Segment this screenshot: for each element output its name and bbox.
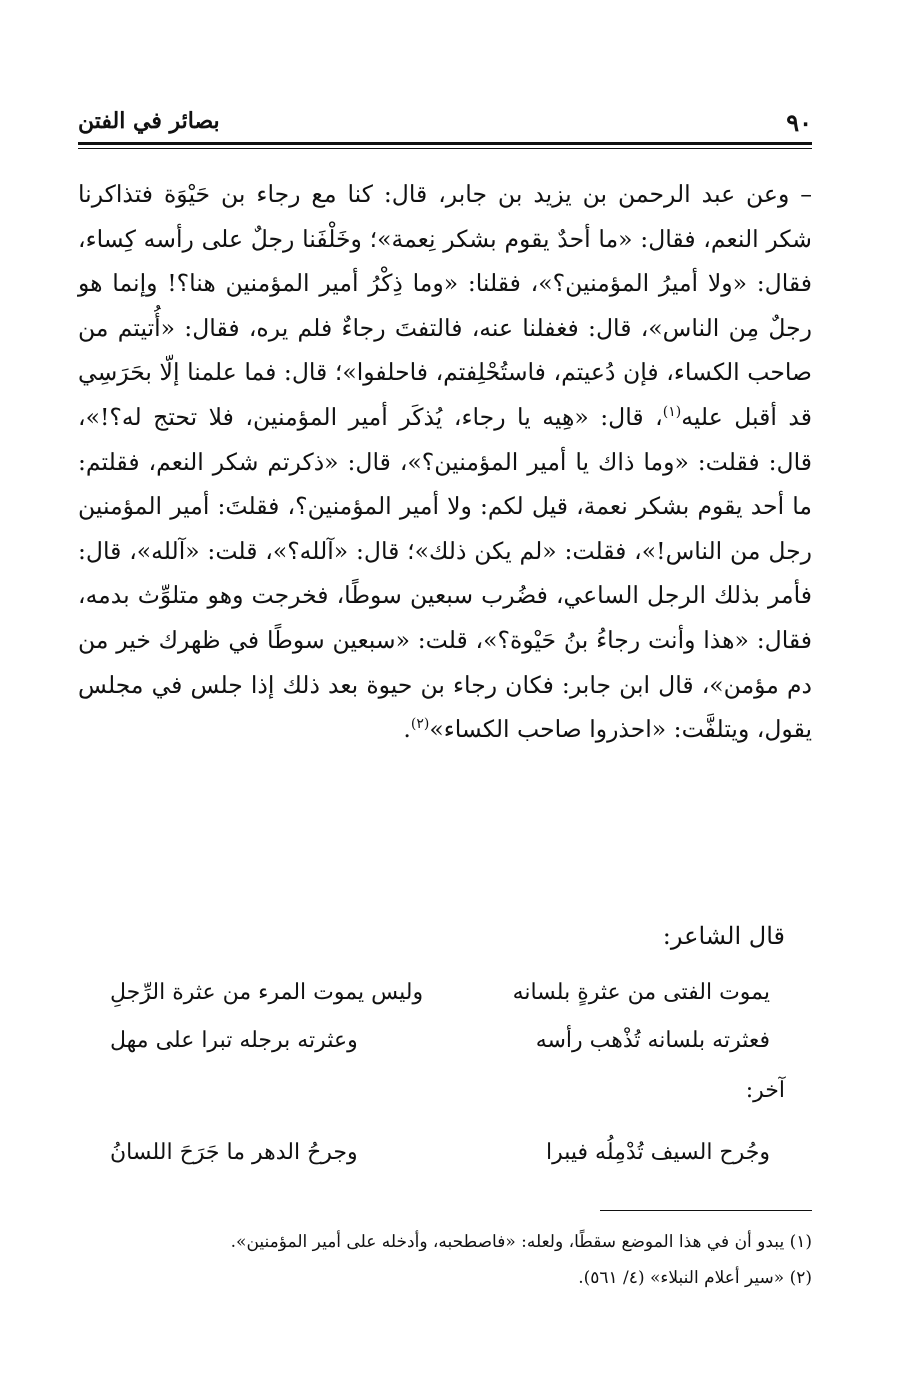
verse-2-second-hemistich: وعثرته برجله تبرا على مهل <box>110 1028 358 1053</box>
page-number: ٩٠ <box>786 108 812 137</box>
footnote-separator <box>600 1210 812 1211</box>
narration-part-1: – وعن عبد الرحمن بن يزيد بن جابر، قال: كنا مع رجاء بن حَيْوَة فتذاكرنا شكر النعم، فقال: «ما أحدٌ يقوم بشكر نِعمة»؛ وخَلْفَنا رجلٌ على رأسه كِساء، فقال: «ولا أميرُ المؤمنين؟»، فقلنا: «وما ذِكْرُ أمير المؤمنين هنا؟! وإنما هو رجلٌ مِن الناس»، قال: فغفلنا عنه، فالتفتَ رجاءٌ فلم يره، فقال: «أُتيتم من صاحب الكساء، فإن دُعيتم، فاستُحْلِفتم، فاحلفوا»؛ قال: فما علمنا إلّا بحَرَسِي قد أقبل عليه <box>78 180 812 431</box>
narration-text <box>78 172 812 752</box>
footnote-2: (٢) «سير أعلام النبلاء» (٤/ ٥٦١). <box>578 1268 812 1288</box>
header-rule-thick <box>78 142 812 145</box>
verse-1-first-hemistich: يموت الفتى من عثرةٍ بلسانه <box>512 980 770 1005</box>
verse-3-first-hemistich: وجُرح السيف تُدْمِلُه فيبرا <box>546 1140 770 1165</box>
poet-label: قال الشاعر: <box>662 922 785 950</box>
main-paragraph <box>78 172 812 752</box>
verse-3-second-hemistich: وجرحُ الدهر ما جَرَحَ اللسانُ <box>110 1140 358 1165</box>
verse-2 <box>110 1028 770 1068</box>
footnote-marker-1[interactable]: (١) <box>662 404 682 421</box>
verse-2-first-hemistich: فعثرته بلسانه تُذْهب رأسه <box>535 1028 770 1053</box>
book-title: بصائر في الفتن <box>78 108 220 134</box>
footnote-1: (١) يبدو أن في هذا الموضع سقطًا، ولعله: «فاصطحبه، وأدخله على أمير المؤمنين». <box>230 1232 812 1252</box>
other-poet-label: آخر: <box>745 1078 785 1103</box>
verse-1-second-hemistich: وليس يموت المرء من عثرة الرِّجلِ <box>110 980 424 1005</box>
narration-part-2: ، قال: «هِيه يا رجاء، يُذكَر أمير المؤمنين، فلا تحتج له؟!»، قال: فقلت: «وما ذاك يا أمير المؤمنين؟»، قال: «ذكرتم شكر النعم، فقلتم: ما أحد يقوم بشكر نعمة، قيل لكم: ولا أمير المؤمنين؟، فقلتَ: أمير المؤمنين رجل من الناس!»، فقلت: «لم يكن ذلك»؛ قال: «آلله؟»، قلت: «آلله»، قال: فأمر بذلك الرجل الساعي، فضُرب سبعين سوطًا، فخرجت وهو متلوِّث بدمه، فقال: «هذا وأنت رجاءُ بنُ حَيْوة؟»، قلت: «سبعين سوطًا في ظهرك خير من دم مؤمن»، قال ابن جابر: فكان رجاء بن حيوة بعد ذلك إذا جلس في مجلس يقول، ويتلفَّت: «احذروا صاحب الكساء» <box>78 402 812 744</box>
verse-3 <box>110 1140 770 1180</box>
verse-1 <box>110 980 770 1020</box>
footnote-marker-2[interactable]: (٢) <box>410 716 430 733</box>
header-rule-thin <box>78 148 812 149</box>
narration-end: . <box>403 715 411 744</box>
footnotes <box>100 1224 812 1296</box>
page-header <box>78 108 812 142</box>
